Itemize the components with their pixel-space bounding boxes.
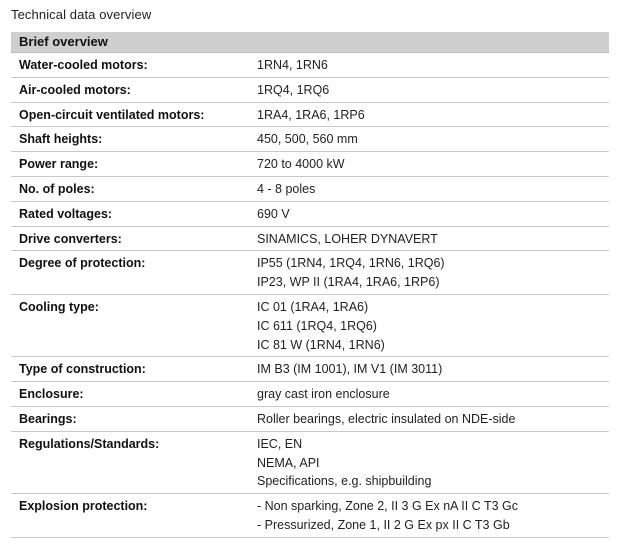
row-label: No. of poles: — [11, 176, 256, 201]
table-row — [11, 494, 609, 538]
row-label: Open-circuit ventilated motors: — [11, 102, 256, 127]
row-label: Regulations/Standards: — [11, 431, 256, 493]
row-value — [256, 102, 609, 127]
table-row — [11, 176, 609, 201]
page-title: Technical data overview — [11, 7, 152, 22]
row-value-line: SINAMICS, LOHER DYNAVERT — [257, 231, 438, 246]
row-value — [256, 494, 609, 538]
row-value — [256, 127, 609, 152]
row-value-line: IC 01 (1RA4, 1RA6) — [257, 299, 369, 314]
row-value-line: 1RQ4, 1RQ6 — [257, 82, 330, 97]
table-row — [11, 382, 609, 407]
row-label: Drive converters: — [11, 226, 256, 251]
table-row — [11, 201, 609, 226]
row-value — [256, 431, 609, 493]
row-value-line: IM B3 (IM 1001), IM V1 (IM 3011) — [257, 362, 443, 377]
table-row — [11, 357, 609, 382]
row-value-line: gray cast iron enclosure — [257, 387, 390, 402]
row-value — [256, 176, 609, 201]
row-value — [256, 226, 609, 251]
row-value — [256, 201, 609, 226]
row-label: Degree of protection: — [11, 251, 256, 295]
row-value-line: 690 V — [257, 206, 290, 221]
row-value-line: - Non sparking, Zone 2, II 3 G Ex nA II C T3 Gc — [257, 499, 518, 514]
row-value-line: Specifications, e.g. shipbuilding — [257, 474, 432, 489]
row-label: Type of construction: — [11, 357, 256, 382]
table-row — [11, 294, 609, 356]
row-label: Enclosure: — [11, 382, 256, 407]
row-label: Water-cooled motors: — [11, 53, 256, 78]
table-header: Brief overview — [11, 32, 609, 53]
row-label: Explosion protection: — [11, 494, 256, 538]
row-value-line: IP55 (1RN4, 1RQ4, 1RN6, 1RQ6) — [257, 256, 445, 271]
table-row — [11, 226, 609, 251]
row-value-line: IC 611 (1RQ4, 1RQ6) — [257, 318, 377, 333]
row-value-line: IEC, EN — [257, 436, 303, 451]
row-value — [256, 152, 609, 177]
row-value-line: 4 - 8 poles — [257, 181, 316, 196]
row-label: Cooling type: — [11, 294, 256, 356]
row-value-line: NEMA, API — [257, 455, 320, 470]
row-value — [256, 357, 609, 382]
table-row — [11, 152, 609, 177]
row-value-line: IP23, WP II (1RA4, 1RA6, 1RP6) — [257, 275, 440, 290]
table-row — [11, 77, 609, 102]
row-value — [256, 382, 609, 407]
row-value-line: 450, 500, 560 mm — [257, 132, 358, 147]
table-row — [11, 127, 609, 152]
row-label: Shaft heights: — [11, 127, 256, 152]
row-label: Air-cooled motors: — [11, 77, 256, 102]
technical-data-table — [11, 32, 609, 538]
row-value — [256, 53, 609, 78]
row-value-line: IC 81 W (1RN4, 1RN6) — [257, 337, 385, 352]
row-value — [256, 406, 609, 431]
row-value-line: Roller bearings, electric insulated on NDE-side — [257, 411, 516, 426]
row-value-line: 1RA4, 1RA6, 1RP6 — [257, 107, 365, 122]
row-value — [256, 294, 609, 356]
table-row — [11, 406, 609, 431]
table-row — [11, 431, 609, 493]
table-row — [11, 102, 609, 127]
table-header-row — [11, 32, 609, 53]
row-label: Bearings: — [11, 406, 256, 431]
row-value-line: 1RN4, 1RN6 — [257, 58, 328, 72]
table-body — [11, 53, 609, 538]
row-value — [256, 251, 609, 295]
row-value-line: 720 to 4000 kW — [257, 157, 345, 172]
row-value — [256, 77, 609, 102]
table-row — [11, 53, 609, 78]
row-label: Power range: — [11, 152, 256, 177]
row-value-line: - Pressurized, Zone 1, II 2 G Ex px II C T3 Gb — [257, 517, 510, 532]
row-label: Rated voltages: — [11, 201, 256, 226]
table-row — [11, 251, 609, 295]
